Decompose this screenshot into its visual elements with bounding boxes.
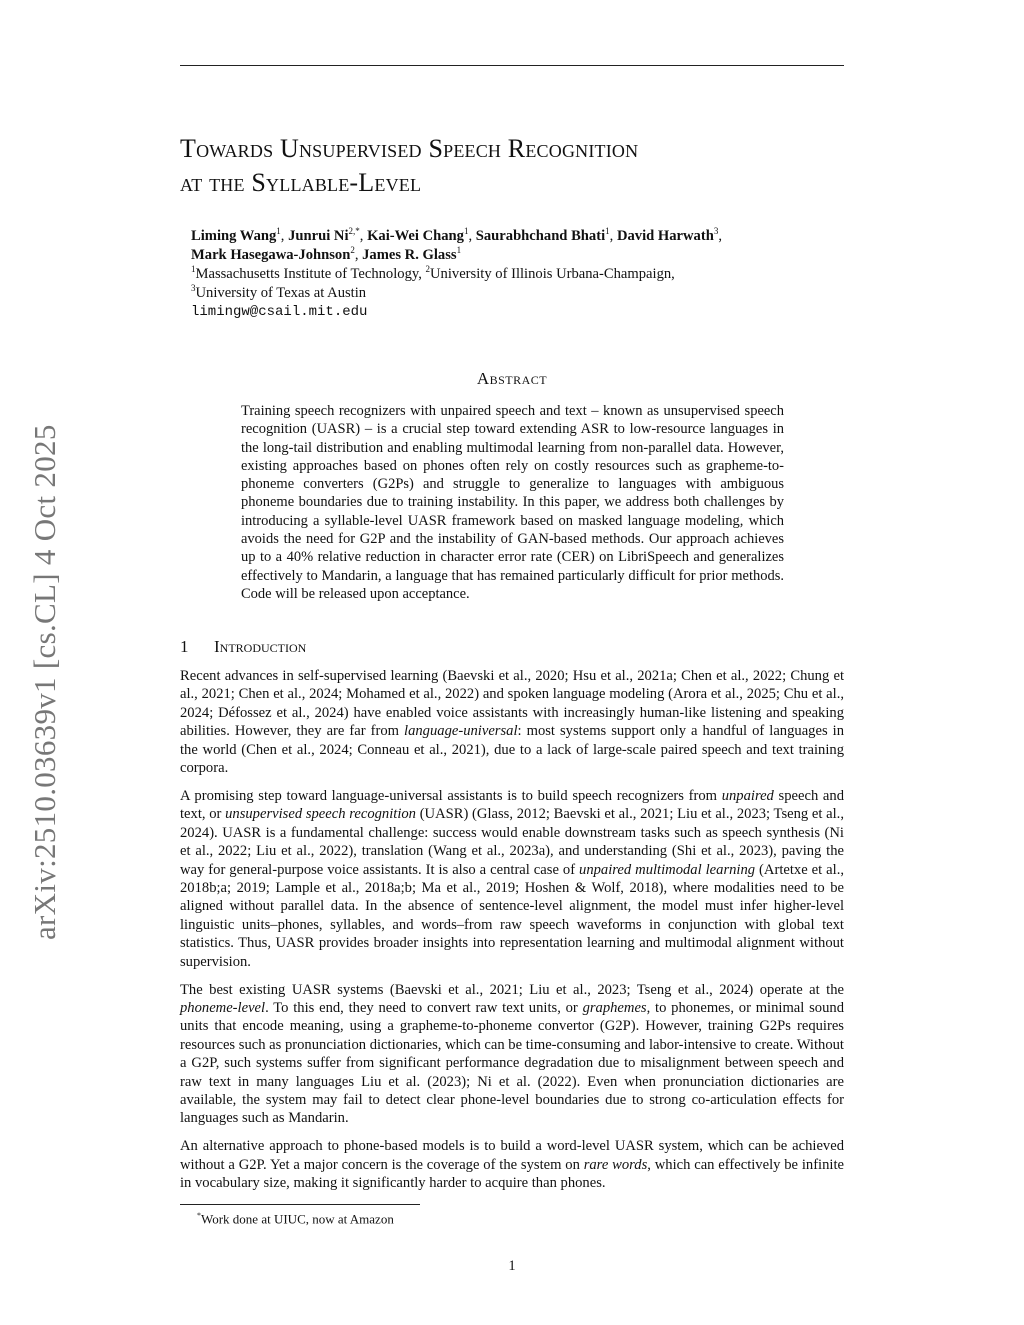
author-name: Kai-Wei Chang xyxy=(367,228,464,244)
paragraph: The best existing UASR systems (Baevski et al., 2021; Liu et al., 2023; Tseng et al., 2024) operate at the phoneme-level. To this end, they need to convert raw text units, or graphemes, to phonemes, or minimal sound units that encode meaning, using a grapheme-to-phoneme convertor (G2P). However, training G2Ps requires resources such as pronunciation dictionaries, which can be time-consuming and labor-intensive to create. Without a G2P, such systems suffer from significant performance degradation due to misalignment between speech and raw text in many languages Liu et al. (2023); Ni et al. (2022). Even when pronunciation dictionaries are available, the system may fail to detect clear phone-level boundaries due to strong co-articulation effects for languages such as Mandarin. xyxy=(180,981,844,1127)
paper-title xyxy=(180,132,844,200)
title-line-1: Towards Unsupervised Speech Recognition xyxy=(180,134,639,163)
author-name: Saurabhchand Bhati xyxy=(475,228,606,244)
author-sup: 3 xyxy=(713,226,719,237)
section-title: Introduction xyxy=(214,637,307,656)
paragraph: Recent advances in self-supervised learning (Baevski et al., 2020; Hsu et al., 2021a; Chen et al., 2022; Chung et al., 2021; Chen et al., 2024; Mohamed et al., 2022) and spoken language modeling (Arora et al., 2025; Chu et al., 2024; Défossez et al., 2024) have enabled voice assistants with increasingly human-like listening and speaking abilities. However, they are far from language-universal: most systems support only a handful of languages in the world (Chen et al., 2024; Conneau et al., 2021), due to a lack of large-scale paired speech and text training corpora. xyxy=(180,668,844,777)
section-number: 1 xyxy=(180,637,189,656)
page-number: 1 xyxy=(508,1258,516,1274)
abstract-text: Training speech recognizers with unpaired speech and text – known as unsupervised speech recognition (UASR) – is a crucial step toward extending ASR to low-resource languages in the long-tail distribution and enabling multimodal learning from non-parallel data. However, existing approaches based on phones often rely on costly resources such as grapheme-to-phoneme converters (G2Ps) and struggle to generalize to languages with ambiguous phoneme boundaries due to training instability. In this paper, we address both challenges by introducing a syllable-level UASR framework based on masked language modeling, which avoids the need for G2P and the instability of GAN-based methods. Our approach achieves up to a 40% relative reduction in character error rate (CER) on LibriSpeech and generalizes effectively to Mandarin, a language that has remained particularly difficult for prior methods. Code will be released upon acceptance. xyxy=(241,403,784,602)
arxiv-identifier: arXiv:2510.03639v1 [cs.CL] 4 Oct 2025 xyxy=(27,424,62,940)
footnote-mark: * xyxy=(197,1211,201,1220)
author-sup: 1 xyxy=(463,226,469,237)
author-name: David Harwath xyxy=(616,228,714,244)
title-line-2: at the Syllable-Level xyxy=(180,168,422,197)
affiliation-line-2: $^3$University of Texas at Austin xyxy=(191,283,367,301)
author-block: Liming Wang$^1$, Junrui $Ni^{2,*}$, Kai-Wei Chang$^1$, Saurabhchand Bhati$^1$, David Harwath$^3$, Mark Hasegawa-Johnson$^2$, James R. Glass$^1$ $^1$Massachusetts Institute of Technology, $^2$University of Illinois Urbana-Champaign, $^3$University of Texas at Austin limingw@csail.mit.edu xyxy=(191,227,831,322)
abstract-heading: Abstract xyxy=(476,369,548,388)
paragraph: An alternative approach to phone-based models is to build a word-level UASR system, which can be achieved without a G2P. Yet a major concern is the coverage of the system on rare words, which can effectively be infinite in vocabulary size, making it significantly harder to acquire than phones. xyxy=(180,1138,844,1192)
footnote xyxy=(197,1208,697,1227)
section-heading-introduction xyxy=(180,637,844,657)
author-email[interactable]: limingw@csail.mit.edu xyxy=(191,304,368,320)
author-sup: 1 xyxy=(605,226,610,237)
author-name: James R. Glass xyxy=(362,247,457,263)
author-name: Liming Wang xyxy=(191,228,277,244)
author-name: Mark Hasegawa-Johnson xyxy=(191,247,351,263)
author-name: Junrui Ni xyxy=(288,228,349,244)
footnote-text: Work done at UIUC, now at Amazon xyxy=(201,1211,394,1227)
introduction-body xyxy=(180,667,844,1202)
author-sup: 2,* xyxy=(348,226,360,237)
affiliation-line-1: $^1$Massachusetts Institute of Technology, $^2$University of Illinois Urbana-Champaign, xyxy=(191,264,675,282)
header-rule xyxy=(180,65,844,66)
paragraph: A promising step toward language-universal assistants is to build speech recognizers from unpaired speech and text, or unsupervised speech recognition (UASR) (Glass, 2012; Baevski et al., 2021; Liu et al., 2023; Tseng et al., 2024). UASR is a fundamental challenge: success would enable downstream tasks such as speech synthesis (Ni et al., 2022; Liu et al., 2022), translation (Wang et al., 2023a), and understanding (Shi et al., 2023), paving the way for general-purpose voice assistants. It is also a central case of unpaired multimodal learning (Artetxe et al., 2018b;a; 2019; Lample et al., 2018a;b; Ma et al., 2019; Hoshen & Wolf, 2018), where modalities need to be aligned without parallel data. In the absence of sentence-level alignment, the model must infer higher-level linguistic units–phones, syllables, and words–from raw speech waveforms in conjunction with global text statistics. Thus, UASR provides broader insights into representation learning and multimodal alignment without supervision. xyxy=(180,787,844,970)
author-sup: 2 xyxy=(350,245,355,256)
footnote-rule xyxy=(180,1204,420,1205)
author-sup: 1 xyxy=(456,245,462,256)
author-sup: 1 xyxy=(276,226,281,237)
